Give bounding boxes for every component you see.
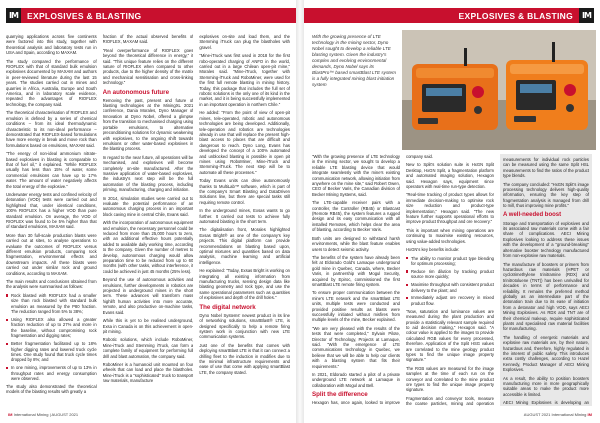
sidebar-box <box>500 154 592 406</box>
paragraph: Just one of the benefits that comes with deploying smartBlast LTE is that it can connect a drilling fleet to the induction in modifies due to the minimal infrastructure requirements and ease of use that come with applying smartBlast LTE, the company stated. <box>199 342 291 375</box>
paragraph: Robotic solutions, which include RoboMiner, Mine-iTruck and Stemming iTruck, can form a complete family of equipment for performing full drill and blast automation, the company said. <box>102 337 194 359</box>
paragraph: quarrying applications across five continents were factored into this study, together with theoretical analysis and laboratory tests run in USA and Spain, according to MAXAM. <box>6 34 97 56</box>
paragraph: HxGN's key benefits include: <box>406 247 460 253</box>
paragraph: measurements for individual rock particles can be measured using the same Split HSL measurements to find the ratios of the product type blends. <box>503 157 589 179</box>
footer-right <box>524 412 592 417</box>
paragraph: Removing the past, present and future of blasting technologies at the MiningXL 2021 conference, Dania Morales, Dyno Manager of Innovation at Dyno Nobel, offered a glimpse from the transition to mechanised charging using portable emulsions, to alternative preconditioning solutions for dynamic weakening with explosives, to the ongoing shift towards emulsions or other water-based explosives in the blasting process. <box>102 97 194 152</box>
paragraph: Underwater energy tests and confined velocity of detonation (VOD) tests were carried out and highlighted that, under identical conditions, 100% RIOFLEX has a higher VOD than pure standard emulsion. On average, the VOD of RIOFLEX was found to be 5% higher than that of standard emulsions, MAXAM said. <box>6 191 97 230</box>
paragraph: The benefits of the system have already been felt at Eldorado Gold's Lamaque underground gold mine in Quebec, Canada, where, Becker Varis, in partnership with Mogul Security, acquired by Epiroc, commissioned the first smartBlast LTE remote firing system. <box>312 254 400 287</box>
subheading: The digital network <box>199 303 256 311</box>
paragraph: Beyond the use of autonomous activities and emulsions, further developments in robotics are projected in underground mines in the short term. These advances will transform mass highlift human activities into more accurate, remote, and also productive on-machine tasks, Evans said. <box>102 277 194 315</box>
detonator-units-photo <box>402 30 596 150</box>
paragraph: "Now, saturation and luminance values are measured during the plant production and provide a statistically relevant sample required to aid decision making," Hexagon said. "A colour value is applied to the images to provide calculated RGB values for every processed, therefore. Application of the Split HSG values are correlated to the mine geology product types to find the unique image property signature." <box>406 308 494 363</box>
footer-left <box>8 412 78 417</box>
paragraph: With the incorporation of autonomous equipment and emulsion, the necessary personnel could be reduced from more than 25,000 hours to zero, with an additional effective hours potentially added to available daily working time, according to the company. Given the number of metres to develop, autonomous charging would allow preparation time to be reduced from up to 60 months (with other tasks, without interference, it could be achieved in just 45 months (25% less). <box>102 220 194 274</box>
bullet-item: Immediately adjust ore recovery in mixed product flow. <box>406 295 494 306</box>
footer-issue: AUGUST 2021 International Mining <box>523 412 587 417</box>
paragraph: The company concluded: "HxGN Split's image processing technology delivers high-quality information, ensuring the key step of fragmentation analysis is managed from drill to mill, thus improving mine profits." <box>503 181 589 209</box>
left-column-3 <box>199 34 290 404</box>
paragraph: explosives on-site and load them, and the Stemming iTruck can plug the blastholes with gravel. <box>199 34 291 50</box>
im-logo-icon: IM <box>6 8 21 23</box>
paragraph: More than 30 full-scale production blasts were carried out at sites, to analyse operations to evaluate the outcomes of RIOFLEX versus different emulsion products, comparing rock fragmentation, environmental effects and downstream impacts. All these blasts were carried out under similar rock and ground conditions, according to MAXAM. <box>6 232 97 276</box>
left-page <box>0 0 296 423</box>
paragraph: Storage and transportation of explosives and its associated raw materials come with a fair share of complications. AECI Mining Explosives looking to address these issues with the development of a "ground-breaking" alternative booster technology manufactured from non-explosive raw materials. <box>503 220 589 259</box>
section-banner-right <box>304 8 594 23</box>
paragraph: He explained: "Today, Exsas Bright is working on integrating all existing information from manufacturing trucks, sensing design data like blasting geometry and rock type, and use the same operational parameters such as quantities of explosives and depth of the drill holes." <box>199 268 291 301</box>
footer-page-mark: IM <box>587 412 592 417</box>
paragraph: This is important when mining operations are continuing to maximise existing resources, using value-added technologies. <box>406 227 494 244</box>
bullet-item: Reduce rim dilution by tracking product source more quickly; <box>406 269 494 280</box>
paragraph: "We are very pleased with the results of the tests that were completed," Sylvain Pilote, Director of Technology, Projects at Lamaque, said. "With the emergence of LTE communications technology in Quebec, we believe that we will be able to help our clients with a blasting system that fits their requirements." <box>312 325 400 369</box>
bullet-item: In one mining, improvements of up to 13% in throughput rates and energy consumption were observed. <box>6 365 97 381</box>
right-page <box>304 0 600 423</box>
paragraph: Dyno Nobel Systems' newest product in its line of networking solutions, smartBlast® LTE, is designed specifically to help a remote firing system work in conjunction with new LTE communication systems. <box>199 312 291 340</box>
left-column-2 <box>103 34 194 404</box>
photo-caption: With the growing presence of LTE technology in the mining sector, Dyno Nobel sought to develop a reliable LTE blasting system. Given the industry's complex and evolving environmental demands, Dyno Nobel says its BlastPro™ based smartBlast LTE system is a fully integrated mining blast initiation system <box>312 34 396 87</box>
footer-page-mark: IM <box>8 412 13 417</box>
detonator-units-illustration <box>402 30 596 150</box>
spread-gutter <box>296 0 304 423</box>
paragraph: To ensure proper communication between the mine's LTE network and the smartBlast LTE units, multiple tests were conducted and provided positive results as blasts were successfully initiated without misfires from multiple levels of the mine, Becker explained. <box>312 290 400 323</box>
paragraph: In 2014, simulation studies were carried out to evaluate the potential performance of an autonomous charging process in an important block caving mine in central Chile, Evans said. <box>102 195 194 217</box>
paragraph: The study compared the performance of RIOFLEX with that of standard bulk emulsion explosives documented by MAXAM and authors in peer-reviewed literature during the last 15 years. The studies carried out in mines and quarries in Africa, Australia, Europe and South America, and in laboratory scale evidence, repeated the advantages of RIOFLEX technology, the company said. <box>6 58 97 107</box>
right-column-2 <box>406 154 494 406</box>
paragraph: The digitalisation front, Morales highlighted Exsas Bright® as one of the company's key projects. This digital platform can provide recommendations on blasting based upon, optimal mixtures and quantities based on data analysis, machine learning and artificial intelligence. <box>199 227 291 265</box>
bullet-item: The ability to monitor product type blending for optimum processing; <box>406 256 494 267</box>
paragraph: Fragmentation and conveyor tools, measure the coarse particles, mining and operation <box>406 395 494 406</box>
right-column-1 <box>312 154 400 406</box>
subheading: Split the difference <box>312 391 368 399</box>
paragraph: company said. <box>406 154 433 159</box>
paragraph: AECI Mining Explosives is developing an <box>503 400 589 406</box>
bullet-item: Maximise throughput with consistent product delivery to the plant; and <box>406 282 494 293</box>
paragraph: Both units are designed to withstand harsh environments, while the blast feature enables users to detect seismic activity. <box>312 235 400 252</box>
paragraph: New to Split's solution suite is HxGN Split Desktop, HxGN Split, a fragmentation platform and automated imaging solution, Hexagon said. Hexagon says, equipment since operators with real-time run-type detection. <box>406 162 494 190</box>
paragraph: The study also demonstrated the theoretical models of the blasting results with greatly a <box>6 383 97 395</box>
subheading: A well-needed boost <box>503 211 562 218</box>
paragraph: "The energy of non-ideal ammonium nitrate-based explosives in blasting is comparable to that of fuel oil," it explained. "While RIOFLEX usually has less than 15% of water, some commercial emulsions can have up to 17% water. The amount of water negatively affects the total energy of the explosive." <box>6 151 97 189</box>
paragraph: Today Evans units can drive autonomously thanks to MultiLab™ software, which is part of the company's Smart Blasting and DataDriven Solutions line, but there are special tasks still requiring remote control. <box>199 178 291 205</box>
paragraph: "Real-time tracking of product types allows for immediate decision-making to optimise rock size reduction and product-type implementation," Hexagon said. "The new feature further supports operational efforts to improve product throughput and ore recovery." <box>406 192 494 225</box>
left-column-1 <box>6 34 97 404</box>
paragraph: The RGB values are measured for the image samples at the time of each run on the conveyor and correlated to the mine product ore types to find the unique image property signature. <box>406 365 494 393</box>
paragraph: In 2021, Eldorado started a pilot of a private underground LTE network at Lamaque in collaboration with Mogul and Bell. <box>312 372 400 388</box>
paragraph: fraction of the actual observed benefits of RIOFLEX, MAXAM said. <box>102 34 194 45</box>
paragraph: "With the growing presence of LTE technology in the mining sector, we sought to develop a reliable LTE blasting device that would integrate seamlessly with the mine's existing communication network, allowing initiation from anywhere on the mine site," said Robert Owen, CEO of Becker Varis, the Canadian division of Becker Mining Systems, said. <box>312 154 400 197</box>
bullet-item: Using RIOFLEX also allowed a greater fraction reduction of up to 27% and more in the baseline, without compromising rock fragmentation and digging rates; <box>6 317 97 339</box>
paragraph: The LTE-capable receiver pairs with a controller, the Controller (RB45) or Blastcast (Remote RB45), the system features a rugged design and its easy communication with all installed Remotes, which helps clear the area of blasting, according to Becker Varis. <box>312 200 400 233</box>
footer-issue: International Mining | AUGUST 2021 <box>13 412 79 417</box>
paragraph: As a result, the ability to position boosters manufacturing more in more geographically suitable areas to make the product more accessible is limited. <box>503 375 589 397</box>
paragraph: He added: "From the point of view of open-pit mines, tele-operated, robotic and autonomous technologies are being developed. Additionally, tele-operation and robotics are technologies already in use that will replace the present high-blast access to places that are difficult and dangerous to reach. Dyno Long, Evans has developed the concept of a 100% automated and unblocked blasting is possible in open pit mines using RoboMiner, Mine-iTruck and Stemming-iTruck. The next step will be to automate all these processes." <box>199 110 291 175</box>
paragraph: The theoretical characterisation of RIOFLEX and emulsion is defined by a series of chemical conditions – from its ideal thermodynamic characteristic to its non-ideal performance – demonstrated that RIOFLEX-based formulations have more energy in break and move rock than formulations based on emulsions, MAXAM said. <box>6 110 97 148</box>
im-logo-icon: IM <box>579 8 594 23</box>
subheading: An autonomous future <box>102 88 170 96</box>
paragraph: In the underground mines, Exsas wants to go further. It carried out tests to achieve fully automated blasting in the short term. <box>199 208 291 224</box>
left-columns <box>6 34 290 404</box>
paragraph: "Real overperformance of RIOFLEX goes beyond the theoretical difference in energy," it said. "This unique feature relies on the different nature of RIOFLEX when compared to other products, due to the higher density of the matrix and mechanical sensitisation and cross-linking technology." <box>102 47 194 86</box>
paragraph: The main results and conclusions obtained from the analysis were summarised as follows: <box>6 279 97 290</box>
paragraph: RoboMiner is a humanoid unit mounted on four wheels that can load and place the blastholes. Mine-iTruck is a "sophisticated" truck to transport raw materials, manufacture <box>102 361 194 384</box>
paragraph: In regard to the near future, all operations will be mechanised, and explosives will become completely on-site manufactured. After the massive application of water-based explosives, the industry's next step will be the full automation of the blasting process, including priming, manufacturing, charging and initiation. <box>102 154 194 193</box>
paragraph: While this is yet to be realised underground, Exsa in Canada is on this achievement in open-pit mining. <box>102 318 194 334</box>
section-title: EXPLOSIVES & BLASTING <box>458 10 573 21</box>
section-banner-left <box>6 8 296 23</box>
paragraph: "Mine-iTruck was first used in 2018 for the first robo-operated charging of ANFO in the world, carried out in a large Chilean open-pit mine," Morales said. "Mine-iTruck, together with Stemming-iTruck and RoboMiner, were used for the first full remote blasting in mining history. Today, this package that includes the full set of robotic solutions is the only one of its kind in the market, and it is being successfully implemented in an important operation in northern Chile." <box>199 53 291 107</box>
bullet-item: Better fragmentation facilitated up to 18% higher digging rates and lowered truck cycle times. One study found that truck cycle times dropped by 8%; and <box>6 341 97 363</box>
bullet-item: Rock blasted with RIOFLEX had a smaller size than rock blasted with standard bulk emulsion as measured by the P80 fraction. The reduction ranged from 5% to 38%; <box>6 293 97 315</box>
paragraph: The manufacture of boosters or primers from hazardous raw materials (HPET or cyclotrimethylene trinitramine (RDX) and trinitrotoluene (TNT)) has been unrivalled for decades in terms of performance and reliability. It remains the preferred method globally as an intermediate part of the detonation train due to its ease of initiation from a detonator and high VOD, says AECI Mining Explosives. As RDX and TNT are of their chemical makeup, require sophisticated plants and specialised raw material facilities for manufacturing. <box>503 261 589 332</box>
section-title: EXPLOSIVES & BLASTING <box>27 10 142 21</box>
paragraph: The handling of energetic materials and explosive raw materials are, by their nature, hazardous and, therefore, highly regulated in the interest of public safety. This introduces extra costly challenges, according to Hazel Kennedy, Product Manager of AECI Mining Explosives. <box>503 334 589 373</box>
paragraph: Hexagon has, once again, looked to improve <box>312 400 400 406</box>
